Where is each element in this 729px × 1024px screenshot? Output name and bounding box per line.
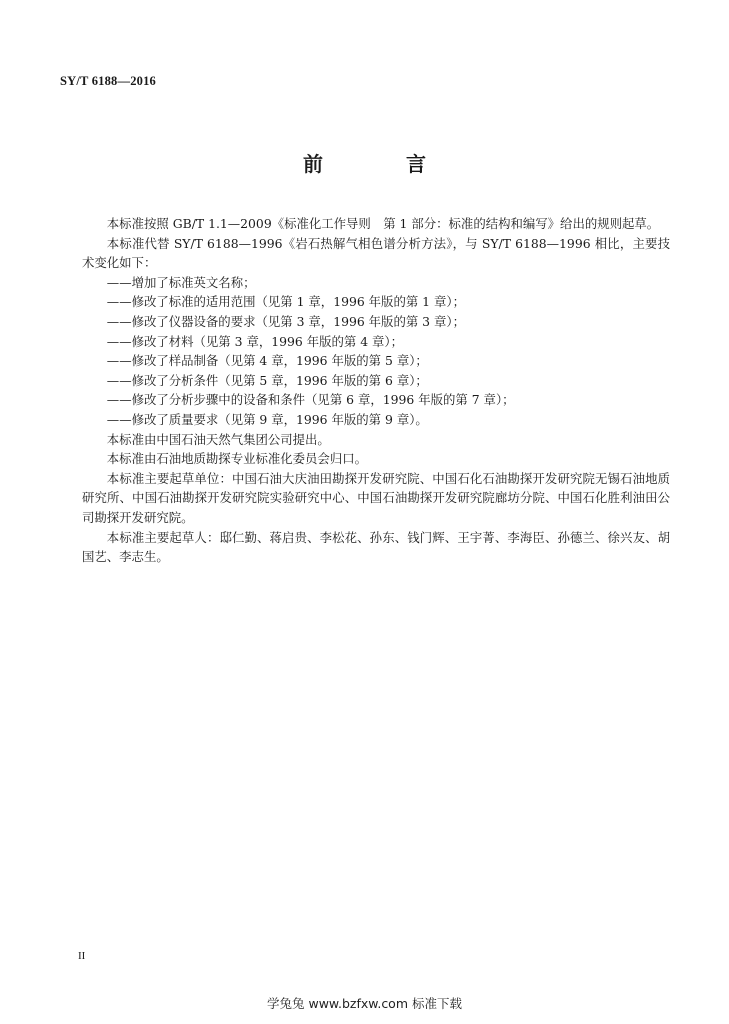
- list-item: ——修改了样品制备（见第 4 章，1996 年版的第 5 章）；: [106, 353, 428, 369]
- list-item: ——修改了标准的适用范围（见第 1 章，1996 年版的第 1 章）；: [106, 294, 465, 310]
- paragraph-drafters: 本标准主要起草人：邸仁勤、蒋启贵、李松花、孙东、钱门辉、王宇菁、李海臣、孙德兰、徐兴友、胡国艺、李志生。: [82, 529, 670, 565]
- document-code: SY/T 6188—2016: [60, 74, 156, 88]
- paragraph-drafting-units: 本标准主要起草单位：中国石油大庆油田勘探开发研究院、中国石化石油勘探开发研究院无锡石油地质研究所、中国石油勘探开发研究院实验研究中心、中国石油勘探开发研究院廊坊分院、中国石化胜利油田公司勘探开发研究院。: [82, 470, 670, 525]
- list-item: ——增加了标准英文名称；: [106, 274, 256, 290]
- watermark-text: 学兔兔 www.bzfxw.com 标准下载: [267, 996, 462, 1011]
- list-item: ——修改了分析步骤中的设备和条件（见第 6 章，1996 年版的第 7 章）；: [106, 392, 515, 408]
- list-item: ——修改了材料（见第 3 章，1996 年版的第 4 章）；: [106, 333, 404, 349]
- list-item: ——修改了仪器设备的要求（见第 3 章，1996 年版的第 3 章）；: [106, 313, 465, 329]
- list-item: ——修改了分析条件（见第 5 章，1996 年版的第 6 章）；: [106, 372, 428, 388]
- page-number: II: [78, 950, 86, 962]
- list-item: ——修改了质量要求（见第 9 章，1996 年版的第 9 章）。: [106, 411, 428, 427]
- paragraph-proposer: 本标准由中国石油天然气集团公司提出。: [106, 431, 330, 447]
- foreword-body: [82, 214, 670, 567]
- page-title: 前 言: [303, 152, 464, 176]
- paragraph-drafting-rules: 本标准按照 GB/T 1.1—2009《标准化工作导则 第 1 部分：标准的结构和编写》给出的规则起草。: [106, 216, 660, 231]
- paragraph-replacement-note: 本标准代替 SY/T 6188—1996《岩石热解气相色谱分析方法》，与 SY/T 6188—1996 相比，主要技术变化如下：: [82, 235, 670, 271]
- paragraph-committee: 本标准由石油地质勘探专业标准化委员会归口。: [106, 451, 367, 467]
- changes-list: [82, 273, 670, 430]
